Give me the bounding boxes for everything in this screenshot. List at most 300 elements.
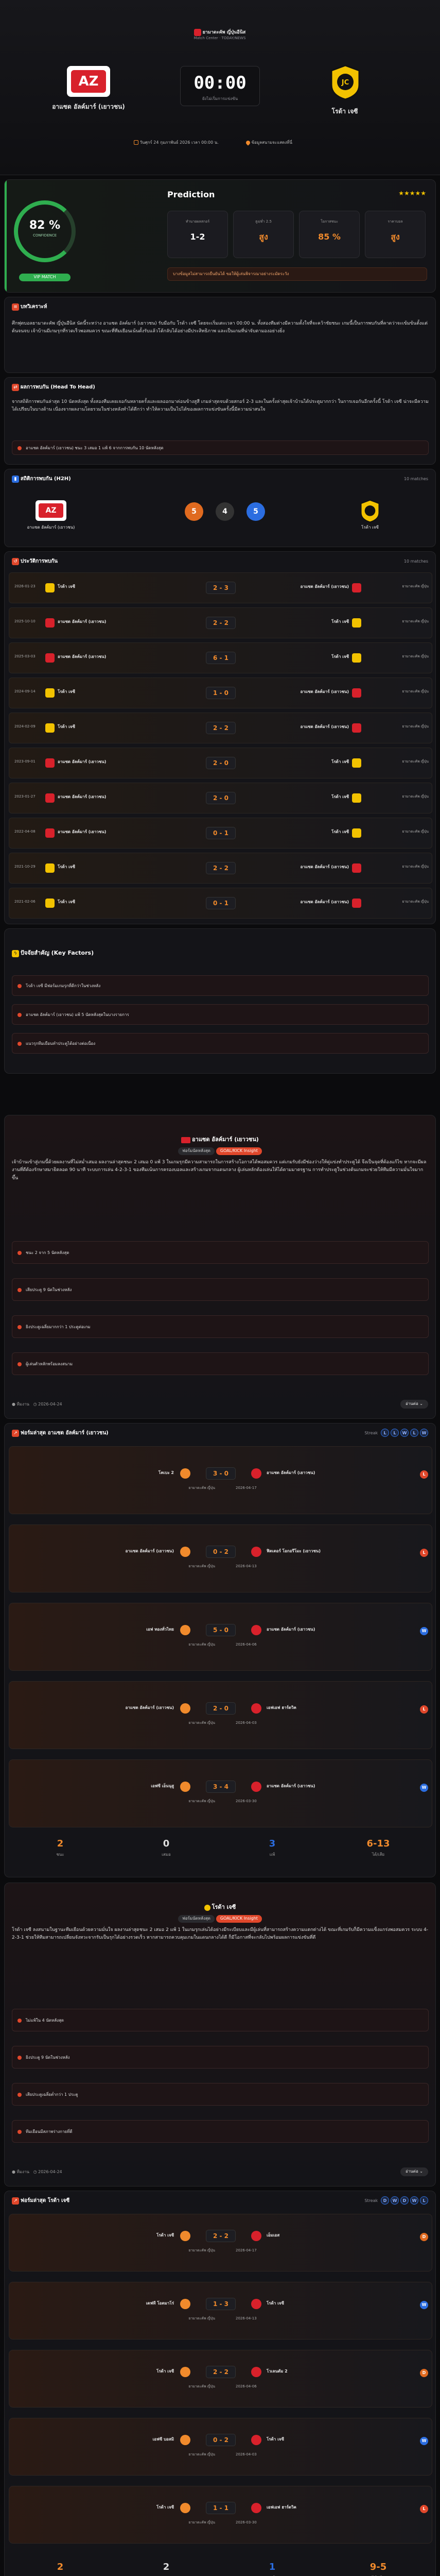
bullet-icon: [17, 1013, 22, 1017]
away-read-more-label: อ่านต่อ: [405, 2169, 418, 2174]
form-row[interactable]: [9, 2282, 432, 2340]
h2h-list-count: 10 matches: [403, 559, 428, 564]
h2h-row-score: 0 - 1: [206, 827, 236, 839]
team-crest-icon: [180, 2367, 190, 2377]
h2h-row-home: อาแซด อัลค์มาร์ (เยาวชน): [58, 654, 107, 659]
h2h-away-name: โรด้า เจซี: [361, 525, 379, 530]
competition-name: ยามาดะคัพ ญี่ปุ่นอีนิส: [202, 29, 246, 35]
bullet-icon: [17, 446, 22, 450]
h2h-row-date: 2023-09-01: [14, 759, 36, 764]
confidence-value: 82 %: [29, 219, 61, 232]
form-row[interactable]: [9, 2350, 432, 2408]
h2h-row-away: โรด้า เจซี: [331, 654, 349, 659]
away-date: 2026-04-24: [38, 2170, 62, 2174]
prediction-box-value: สูง: [259, 232, 268, 242]
h2h-row-away: โรด้า เจซี: [331, 619, 349, 624]
bullet-icon: [17, 1362, 22, 1366]
team-crest-icon: [251, 2367, 261, 2377]
form-stat: [221, 2555, 324, 2576]
venue-row: [246, 140, 292, 146]
form-stat-value: 2: [57, 2562, 64, 2572]
form-row[interactable]: [9, 1446, 432, 1514]
history-icon: ↺: [12, 558, 19, 565]
team-crest-icon: [180, 1782, 190, 1792]
away-analysis-head: [5, 1904, 435, 1911]
form-row-away: อาแซด อัลค์มาร์ (เยาวชน): [267, 1470, 315, 1475]
h2h-row[interactable]: [9, 572, 432, 603]
kickoff-box: [180, 66, 260, 106]
form-row-result: D: [420, 2369, 428, 2377]
prediction-box-value: 1-2: [190, 232, 205, 242]
league-logo-icon: [194, 29, 201, 36]
analysis-point-text: เสียประตูเฉลี่ยต่ำกว่า 1 ประตู: [26, 2092, 78, 2097]
form-row-result: L: [420, 1705, 428, 1714]
form-stat: [9, 2555, 112, 2576]
venue-text: ข้อมูลสนามจะแสดงที่นี่: [251, 140, 292, 145]
h2h-list-title: ประวัติการพบกัน: [20, 558, 58, 564]
analysis-header: [12, 303, 47, 311]
key-factors-card: [4, 928, 436, 1074]
key-factor-text: โรด้า เจซี มีฟอร์มเกมรุกที่ดีกว่าในช่วงหลัง: [26, 984, 101, 988]
analysis-point: [12, 1352, 429, 1375]
home-streak: [364, 1429, 428, 1437]
az-crest-icon: AZ: [39, 503, 63, 518]
h2h-row-comp: ยามาดะคัพ ญี่ปุ่น: [402, 829, 429, 834]
h2h-row-score: 0 - 1: [206, 897, 236, 909]
h2h-row-date: 2026-01-23: [14, 584, 36, 588]
form-row-score: 2 - 2: [206, 2366, 236, 2378]
form-row[interactable]: [9, 1603, 432, 1671]
form-row-date: 2026-04-03: [236, 1721, 257, 1725]
team-crest-icon: [180, 1547, 190, 1557]
h2h-intro-card: [4, 377, 436, 465]
h2h-row[interactable]: [9, 677, 432, 708]
home-analysis-head: [5, 1136, 435, 1144]
prediction-box-label: สูง/ต่ำ 2.5: [255, 219, 272, 224]
clock-icon: ◷: [33, 1402, 37, 1406]
streak-badge: L: [410, 1429, 418, 1437]
az-crest-icon: [181, 1137, 190, 1143]
h2h-row-date: 2021-10-29: [14, 865, 36, 869]
h2h-row-comp: ยามาดะคัพ ญี่ปุ่น: [402, 619, 429, 623]
h2h-row-date: 2023-01-27: [14, 794, 36, 799]
h2h-summary-card: [4, 469, 436, 547]
analysis-point: [12, 1278, 429, 1301]
form-row-comp: ยามาดะคัพ ญี่ปุ่น: [188, 1721, 215, 1725]
key-factors-header: [12, 950, 94, 957]
form-row-result: W: [420, 1784, 428, 1792]
away-analysis-team: โรด้า เจซี: [212, 1904, 236, 1910]
form-stat: [327, 2555, 430, 2576]
h2h-row[interactable]: [9, 607, 432, 638]
prediction-box: [365, 211, 426, 258]
team-crest-icon: [352, 758, 361, 768]
key-factor-text: แนวรุกทีมเยือนทำประตูได้อย่างต่อเนื่อง: [26, 1041, 96, 1046]
form-row[interactable]: [9, 1524, 432, 1592]
roda-crest-icon: [204, 1905, 210, 1911]
bullet-icon: [17, 2019, 22, 2023]
form-row-home: อาแซด อัลค์มาร์ (เยาวชน): [125, 1705, 174, 1710]
h2h-row-away: โรด้า เจซี: [331, 759, 349, 764]
h2h-row-score: 2 - 3: [206, 582, 236, 594]
h2h-row-home: อาแซด อัลค์มาร์ (เยาวชน): [58, 759, 107, 764]
form-row-score: 1 - 1: [206, 2502, 236, 2514]
analysis-point-text: ยิงประตู 9 นัดในช่วงหลัง: [26, 2055, 70, 2060]
form-row-comp: ยามาดะคัพ ญี่ปุ่น: [188, 1486, 215, 1490]
form-row-comp: ยามาดะคัพ ญี่ปุ่น: [188, 2248, 215, 2252]
form-row[interactable]: [9, 1681, 432, 1749]
form-row-home: โรด้า เจซี: [156, 2369, 174, 2374]
form-row-away: โรด้า เจซี: [267, 2301, 284, 2306]
analysis-point: [12, 2046, 429, 2069]
h2h-row-date: 2025-10-10: [14, 619, 36, 623]
prediction-box-label: ราคาบอล: [388, 219, 403, 224]
team-crest-icon: [180, 1703, 190, 1714]
form-row-home: โรด้า เจซี: [156, 2505, 174, 2510]
chevron-down-icon: ⌄: [419, 2169, 423, 2174]
form-row[interactable]: [9, 1759, 432, 1827]
form-row-away: ฟิตเตอร์ โอกอรีโมะ (เยาวชน): [267, 1549, 321, 1553]
home-form-title: ฟอร์มล่าสุด อาแซด อัลค์มาร์ (เยาวชน): [20, 1430, 109, 1436]
form-row-away: โวเลนดัม 2: [267, 2369, 288, 2374]
form-stat-label: แพ้: [269, 1852, 275, 1857]
away-analysis-meta: [12, 2170, 62, 2175]
form-stat-value: 0: [163, 1838, 170, 1849]
away-analysis-tags: [5, 1915, 435, 1923]
bullet-icon: [17, 2093, 22, 2097]
team-crest-icon: [251, 1468, 261, 1479]
form-row-date: 2026-04-06: [236, 2384, 257, 2388]
team-crest-icon: [45, 688, 55, 698]
h2h-row-comp: ยามาดะคัพ ญี่ปุ่น: [402, 865, 429, 869]
home-read-more[interactable]: [400, 1400, 428, 1409]
form-row-result: W: [420, 2301, 428, 2309]
form-row[interactable]: [9, 2214, 432, 2272]
rating-stars: ★★★★★: [398, 190, 426, 197]
h2h-row-comp: ยามาดะคัพ ญี่ปุ่น: [402, 689, 429, 693]
form-row[interactable]: [9, 2486, 432, 2544]
form-row-date: 2026-03-30: [236, 2520, 257, 2524]
home-team-logo[interactable]: [67, 66, 110, 97]
form-row-result: L: [420, 1470, 428, 1479]
swap-icon: ⇄: [12, 384, 19, 391]
form-stat-label: ได้/เสีย: [372, 1852, 385, 1857]
h2h-row-home: โรด้า เจซี: [58, 584, 75, 589]
streak-badge: D: [381, 2196, 389, 2205]
analysis-body: ศึกฟุตบอลยามาดะคัพ ญี่ปุ่นอีนิส นัดนี้ระหว่าง อาแซด อัลค์มาร์ (เยาวชน) รับมือกับ โรด้า เจซี โดยจะเริ่มเตะเวลา 00:00 น. ทั้งสองทีมต่างมีความตั้งใจที่จะคว้าชัยชนะ เกมนี้เป็นการพบกันที่คาดว่าจะเข้มข้นตั้งแต่ต้นจนจบ เจ้าบ้านมีเกมรุกที่รวดเร็วพอสมควร ขณะที่ทีมเยือนเน้นตั้งรับแล้วโต้กลับได้อย่างมีประสิทธิภาพ และเป็นเกมที่น่าจับตามองอย่างยิ่ง: [12, 321, 428, 334]
bullet-icon: [17, 1042, 22, 1046]
h2h-row[interactable]: [9, 818, 432, 849]
stats-icon: ▮: [12, 476, 19, 483]
h2h-row-home: โรด้า เจซี: [58, 865, 75, 869]
team-crest-icon: [352, 828, 361, 838]
form-row-home: เอฟ ทองทั่วไทย: [146, 1627, 174, 1632]
form-row-home: อาแซด อัลค์มาร์ (เยาวชน): [125, 1549, 174, 1553]
analysis-point-text: ผู้เล่นตัวหลักพร้อมลงสนาม: [26, 1362, 73, 1366]
analysis-point-text: ชนะ 2 จาก 5 นัดหลังสุด: [26, 1250, 69, 1255]
form-row-date: 2026-04-13: [236, 1564, 257, 1568]
h2h-row-comp: ยามาดะคัพ ญี่ปุ่น: [402, 654, 429, 658]
team-crest-icon: [45, 723, 55, 733]
form-row-result: W: [420, 1627, 428, 1635]
bullet-icon: [17, 984, 22, 988]
h2h-row[interactable]: [9, 713, 432, 743]
streak-badge: L: [381, 1429, 389, 1437]
team-crest-icon: [180, 2503, 190, 2513]
form-row-comp: ยามาดะคัพ ญี่ปุ่น: [188, 2384, 215, 2388]
analysis-point-text: เสียประตู 9 นัดในช่วงหลัง: [26, 1287, 72, 1292]
h2h-row-home: อาแซด อัลค์มาร์ (เยาวชน): [58, 829, 107, 834]
h2h-row-date: 2025-03-03: [14, 654, 36, 658]
kickoff-time: 00:00: [193, 73, 247, 93]
team-crest-icon: [45, 583, 55, 592]
competition-block: [186, 29, 253, 41]
team-crest-icon: [251, 2435, 261, 2445]
az-crest-icon: AZ: [71, 70, 106, 93]
analysis-point-text: ยิงประตูเฉลี่ยมากกว่า 1 ประตูต่อเกม: [26, 1325, 91, 1329]
form-row-score: 0 - 2: [206, 2434, 236, 2446]
streak-badge: W: [400, 1429, 409, 1437]
form-stat-value: 2: [57, 1838, 64, 1849]
analysis-point: [12, 1241, 429, 1264]
form-tag: ฟอร์มนัดหลังสุด: [178, 1147, 215, 1155]
match-header: [0, 0, 440, 175]
h2h-row-away: อาแซด อัลค์มาร์ (เยาวชน): [300, 689, 349, 694]
form-row-home: โรด้า เจซี: [156, 2233, 174, 2238]
h2h-summary-title: สถิติการพบกัน (H2H): [20, 476, 71, 482]
form-stat-label: ชนะ: [56, 1852, 64, 1857]
form-row-date: 2026-04-06: [236, 1642, 257, 1647]
key-factors-title: ปัจจัยสำคัญ (Key Factors): [20, 950, 94, 956]
h2h-intro-title: ผลการพบกัน (Head To Head): [20, 384, 95, 390]
team-crest-icon: [180, 2299, 190, 2309]
home-team-name[interactable]: อาแซด อัลค์มาร์ (เยาวชน): [52, 103, 125, 110]
bullet-icon: [17, 1251, 22, 1255]
bullet-icon: [17, 2056, 22, 2060]
away-form-header: [12, 2197, 69, 2205]
form-row-score: 2 - 0: [206, 1702, 236, 1715]
h2h-row-home: โรด้า เจซี: [58, 689, 75, 694]
form-stat: [327, 1832, 430, 1873]
home-read-more-label: อ่านต่อ: [405, 1401, 418, 1406]
key-factor-item: [12, 1033, 429, 1054]
prediction-box-value: สูง: [391, 232, 400, 242]
team-crest-icon: [45, 758, 55, 768]
form-row-score: 3 - 4: [206, 1781, 236, 1793]
form-stat-value: 3: [269, 1838, 276, 1849]
h2h-row-score: 6 - 1: [206, 652, 236, 664]
h2h-row-score: 2 - 0: [206, 757, 236, 769]
analysis-point: [12, 2120, 429, 2143]
h2h-row-score: 2 - 2: [206, 617, 236, 629]
form-row-home: เอฟซี เอ็นนุสู: [151, 1784, 174, 1788]
h2h-row[interactable]: [9, 783, 432, 814]
home-analysis-card: [4, 1115, 436, 1419]
form-row-comp: ยามาดะคัพ ญี่ปุ่น: [188, 1564, 215, 1568]
h2h-count: 10 matches: [403, 477, 428, 481]
trend-icon: ↗: [12, 2197, 19, 2205]
form-row-score: 1 - 3: [206, 2298, 236, 2310]
form-row-away: เอฟเอฟ ฮาร์ดวิค: [267, 1705, 296, 1710]
form-row-result: D: [420, 2233, 428, 2241]
match-date-row: [134, 140, 219, 146]
h2h-row-home: อาแซด อัลค์มาร์ (เยาวชน): [58, 619, 107, 624]
away-team-name[interactable]: โรด้า เจซี: [331, 108, 358, 115]
form-row-date: 2026-04-17: [236, 2248, 257, 2252]
prediction-box: [167, 211, 228, 258]
h2h-row-away: อาแซด อัลค์มาร์ (เยาวชน): [300, 724, 349, 729]
team-crest-icon: [45, 793, 55, 803]
prediction-box-label: ทำนายผลสกอร์: [185, 219, 210, 224]
form-row-score: 2 - 2: [206, 2230, 236, 2242]
vip-tag: VIP MATCH: [19, 274, 71, 281]
form-row-away: เอฟเอฟ ฮาร์ดวิค: [267, 2505, 296, 2510]
key-factor-item: [12, 1004, 429, 1025]
form-stat: [9, 1832, 112, 1873]
home-form-header: [12, 1430, 109, 1437]
form-row-result: W: [420, 2437, 428, 2445]
svg-text:JC: JC: [341, 79, 349, 87]
streak-badge: D: [400, 2196, 409, 2205]
form-row-comp: ยามาดะคัพ ญี่ปุ่น: [188, 2452, 215, 2456]
form-stat: [221, 1832, 324, 1873]
away-analysis-card: [4, 1883, 436, 2187]
h2h-row-comp: ยามาดะคัพ ญี่ปุ่น: [402, 759, 429, 764]
home-author: ทีมงาน: [16, 1402, 29, 1406]
streak-badge: W: [420, 1429, 428, 1437]
team-crest-icon: [45, 618, 55, 628]
team-crest-icon: [180, 2231, 190, 2241]
h2h-intro-body: จากสถิติการพบกันล่าสุด 10 นัดหลังสุด ทั้งสองทีมเคยเจอกันหลายครั้งและผลออกมาค่อนข้างสูสี เกมล่าสุดจบด้วยสกอร์ 2-3 และในครั้งล่าสุดเจ้าบ้านได้ประตูมากกว่า ในการเจอกันอีกครั้งนี้ โรด้า เจซี น่าจะมีความได้เปรียบในบางด้าน เนื่องจากผลงานโดยรวมในช่วงหลังทำได้ดีกว่า ทำให้ความเป็นไปได้ของผลการแข่งขันครั้งนี้มีความน่าสนใจ: [12, 399, 429, 413]
form-tag: ฟอร์มนัดหลังสุด: [178, 1915, 215, 1923]
clock-icon: ◷: [33, 2170, 37, 2174]
form-row-comp: ยามาดะคัพ ญี่ปุ่น: [188, 2520, 215, 2524]
calendar-icon: [134, 140, 138, 145]
form-row-date: 2026-04-17: [236, 1486, 257, 1490]
home-analysis-meta: [12, 1402, 62, 1408]
form-row[interactable]: [9, 2418, 432, 2476]
streak-label: Streak: [364, 2198, 378, 2203]
insight-tag: GOAL/KICK Insight: [216, 1147, 262, 1155]
form-row-result: L: [420, 1549, 428, 1557]
analysis-point: [12, 2083, 429, 2106]
h2h-row-date: 2021-02-06: [14, 900, 36, 904]
h2h-row-date: 2022-04-08: [14, 829, 36, 834]
form-stat-value: 1: [269, 2562, 276, 2572]
analysis-point: [12, 2009, 429, 2031]
location-pin-icon: [245, 140, 251, 145]
team-crest-icon: [251, 2231, 261, 2241]
h2h-list-card: [4, 551, 436, 924]
form-row-away: อาแซด อัลค์มาร์ (เยาวชน): [267, 1627, 315, 1632]
h2h-row[interactable]: [9, 853, 432, 884]
document-icon: ≡: [12, 303, 19, 311]
form-stat-value: 2: [163, 2562, 170, 2572]
form-stat-label: เสมอ: [162, 1852, 171, 1857]
team-crest-icon: [352, 653, 361, 663]
away-team-logo[interactable]: [329, 64, 361, 100]
team-crest-icon: [251, 1625, 261, 1635]
chevron-down-icon: ⌄: [419, 1401, 423, 1406]
team-crest-icon: [251, 1547, 261, 1557]
confidence-label: CONFIDENCE: [32, 233, 57, 238]
prediction-accent: [5, 180, 7, 292]
streak-badge: L: [391, 1429, 399, 1437]
h2h-intro-header: [12, 384, 95, 391]
home-date: 2026-04-24: [38, 1402, 62, 1406]
prediction-box: [233, 211, 294, 258]
away-streak-badges: [379, 2198, 428, 2204]
away-read-more[interactable]: [400, 2167, 428, 2176]
analysis-point-text: ไม่แพ้ใน 4 นัดหลังสุด: [26, 2018, 64, 2023]
team-crest-icon: [45, 899, 55, 908]
lightning-icon: ϟ: [12, 950, 19, 957]
h2h-rows: [9, 572, 432, 923]
h2h-row-away: อาแซด อัลค์มาร์ (เยาวชน): [300, 900, 349, 904]
streak-badge: W: [410, 2196, 418, 2205]
prediction-box-label: โอกาสชนะ: [321, 219, 338, 224]
form-row-home: เดฟที โอตมาโร่: [146, 2301, 174, 2306]
form-row-away: อาแซด อัลค์มาร์ (เยาวชน): [267, 1784, 315, 1788]
team-crest-icon: [352, 863, 361, 873]
form-row-home: เอฟซี บอสมิ: [152, 2437, 174, 2442]
form-row-date: 2026-04-13: [236, 2316, 257, 2320]
form-row-score: 5 - 0: [206, 1624, 236, 1636]
team-crest-icon: [251, 2299, 261, 2309]
h2h-row-away: โรด้า เจซี: [331, 794, 349, 799]
streak-badge: W: [391, 2196, 399, 2205]
analysis-point-text: ทีมเยือนมีสภาพร่างกายที่ดี: [26, 2129, 73, 2134]
h2h-summary-header: [12, 476, 71, 483]
away-form-title: ฟอร์มล่าสุด โรด้า เจซี: [20, 2198, 70, 2204]
form-stat: [115, 2555, 218, 2576]
streak-badge: L: [420, 2196, 428, 2205]
confidence-ring: [14, 200, 76, 262]
h2h-row-score: 2 - 2: [206, 722, 236, 734]
roda-crest-icon: [329, 64, 361, 100]
roda-crest-icon: [360, 499, 380, 523]
team-crest-icon: [352, 899, 361, 908]
h2h-row-score: 2 - 2: [206, 862, 236, 874]
h2h-row-score: 2 - 0: [206, 792, 236, 804]
h2h-row-date: 2024-09-14: [14, 689, 36, 693]
h2h-row-away: อาแซด อัลค์มาร์ (เยาวชน): [300, 584, 349, 589]
author-icon: ●: [12, 2170, 15, 2174]
form-row-score: 3 - 0: [206, 1467, 236, 1480]
h2h-row[interactable]: [9, 748, 432, 778]
author-icon: ●: [12, 1402, 15, 1406]
team-crest-icon: [45, 863, 55, 873]
prediction-box-value: 85 %: [318, 232, 341, 242]
h2h-row-comp: ยามาดะคัพ ญี่ปุ่น: [402, 584, 429, 588]
form-row-result: L: [420, 2505, 428, 2513]
h2h-row[interactable]: [9, 888, 432, 919]
h2h-row-home: โรด้า เจซี: [58, 900, 75, 904]
home-form-stats: [9, 1832, 432, 1873]
h2h-home-logo: [36, 500, 66, 521]
team-crest-icon: [352, 723, 361, 733]
h2h-row[interactable]: [9, 642, 432, 673]
analysis-point: [12, 1315, 429, 1338]
team-crest-icon: [45, 828, 55, 838]
analysis-card: [4, 297, 436, 373]
h2h-away-wins: 5: [247, 502, 265, 521]
analysis-title: บทวิเคราะห์: [20, 304, 47, 310]
team-crest-icon: [45, 653, 55, 663]
team-crest-icon: [251, 1703, 261, 1714]
bullet-icon: [17, 2130, 22, 2134]
home-analysis-team: อาแซด อัลค์มาร์ (เยาวชน): [192, 1136, 259, 1143]
